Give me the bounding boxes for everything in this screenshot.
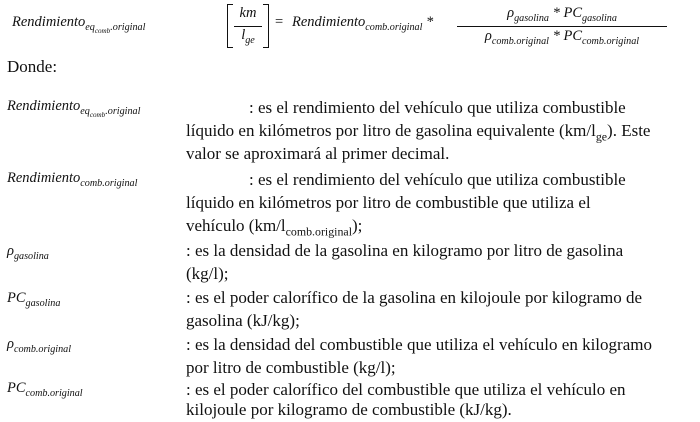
definition-1-line2-a: líquido en kilómetros por litro de gasolina equivalente (km/l — [186, 121, 596, 140]
term-symbol: ρ — [7, 243, 14, 259]
term-symbol: Rendimiento — [7, 98, 81, 114]
formula-unit — [227, 4, 269, 48]
definition-5-line1: : es la densidad del combustible que utiliza el vehículo en kilogramo — [186, 335, 652, 354]
unit-denominator — [232, 27, 264, 46]
definition-4-line1: : es el poder calorífico de la gasolina en kilojoule por kilogramo de — [186, 288, 643, 307]
term-sub: comb.original — [13, 343, 72, 355]
num-pc-sub: gasolina — [582, 12, 617, 24]
definition-1-line3: valor se aproximará al primer decimal. — [186, 144, 450, 163]
term-symbol: PC — [7, 380, 26, 396]
times-sign: * — [426, 14, 434, 30]
den-rho-sub: comb.original — [491, 35, 549, 47]
den-rho: ρ — [484, 28, 492, 44]
formula-lhs-sub-eq: eq — [85, 21, 95, 33]
term-symbol: Rendimiento — [7, 170, 81, 186]
den-times: * — [552, 28, 560, 44]
definition-1-line2-sub: ge — [595, 129, 608, 144]
num-times: * — [552, 5, 560, 21]
term-sub-comb: comb — [89, 110, 106, 119]
formula-lhs-sub-comb: comb — [94, 26, 111, 35]
formula-lhs-symbol: Rendimiento — [12, 14, 86, 30]
definition-1-line2-b: ). Este — [607, 121, 651, 140]
term-rendimiento-eq — [7, 98, 140, 119]
term-sub-original: .original — [105, 105, 141, 117]
definition-6-line2: kilojoule por kilogramo de combustible (kJ/kg). — [186, 400, 512, 419]
term-sub: gasolina — [13, 250, 49, 262]
definition-4-line2: gasolina (kJ/kg); — [186, 311, 300, 330]
term-sub: comb.original — [80, 177, 138, 189]
unit-den-symbol: l — [241, 27, 246, 43]
term-sub: gasolina — [25, 297, 61, 309]
term-sub: comb.original — [25, 387, 83, 399]
num-rho-sub: gasolina — [514, 12, 549, 24]
term-symbol: ρ — [7, 336, 14, 352]
unit-numerator: km — [239, 5, 257, 21]
formula-fraction — [457, 4, 667, 50]
fraction-bar — [457, 26, 667, 27]
fraction-numerator — [457, 5, 667, 24]
definition-2-line3-b: ); — [352, 216, 363, 235]
definition-6-line1: : es el poder calorífico del combustible que utiliza el vehículo en — [186, 380, 626, 399]
definition-3-line2: (kg/l); — [186, 264, 229, 283]
formula-lhs-sub-original: .original — [110, 21, 146, 33]
num-rho: ρ — [507, 5, 515, 21]
den-pc-sub: comb.original — [582, 35, 640, 47]
num-pc: PC — [563, 5, 582, 21]
term-rendimiento-comb — [7, 170, 137, 189]
formula-rhs-symbol: Rendimiento — [292, 14, 366, 30]
term-rho-gasolina — [7, 243, 49, 262]
term-pc-comb-original — [7, 380, 83, 399]
term-sub-eq: eq — [80, 105, 90, 117]
definition-2-line1: : es el rendimiento del vehículo que utiliza combustible — [249, 170, 626, 189]
definition-3-line1: : es la densidad de la gasolina en kilogramo por litro de gasolina — [186, 241, 624, 260]
formula — [12, 4, 692, 50]
term-rho-comb-original — [7, 336, 71, 355]
donde-label: Donde: — [7, 57, 58, 76]
definition-2-line3-a: vehículo (km/l — [186, 216, 286, 235]
definition-1-line1: : es el rendimiento del vehículo que utiliza combustible — [249, 98, 626, 117]
den-pc: PC — [563, 28, 582, 44]
definition-2-line3 — [186, 215, 692, 243]
formula-lhs — [12, 14, 145, 35]
formula-rhs-sub: comb.original — [365, 21, 423, 33]
fraction-denominator — [457, 28, 667, 47]
unit-den-sub: ge — [245, 34, 255, 46]
term-symbol: PC — [7, 290, 26, 306]
definition-5-line2: por litro de combustible (kg/l); — [186, 358, 396, 377]
definition-2-line2: líquido en kilómetros por litro de combustible que utiliza el — [186, 193, 591, 212]
term-pc-gasolina — [7, 290, 60, 309]
equals-sign: = — [275, 14, 284, 30]
formula-rhs-factor — [292, 14, 433, 33]
definition-2-line3-sub: comb.original — [285, 224, 352, 239]
right-bracket — [263, 4, 269, 48]
